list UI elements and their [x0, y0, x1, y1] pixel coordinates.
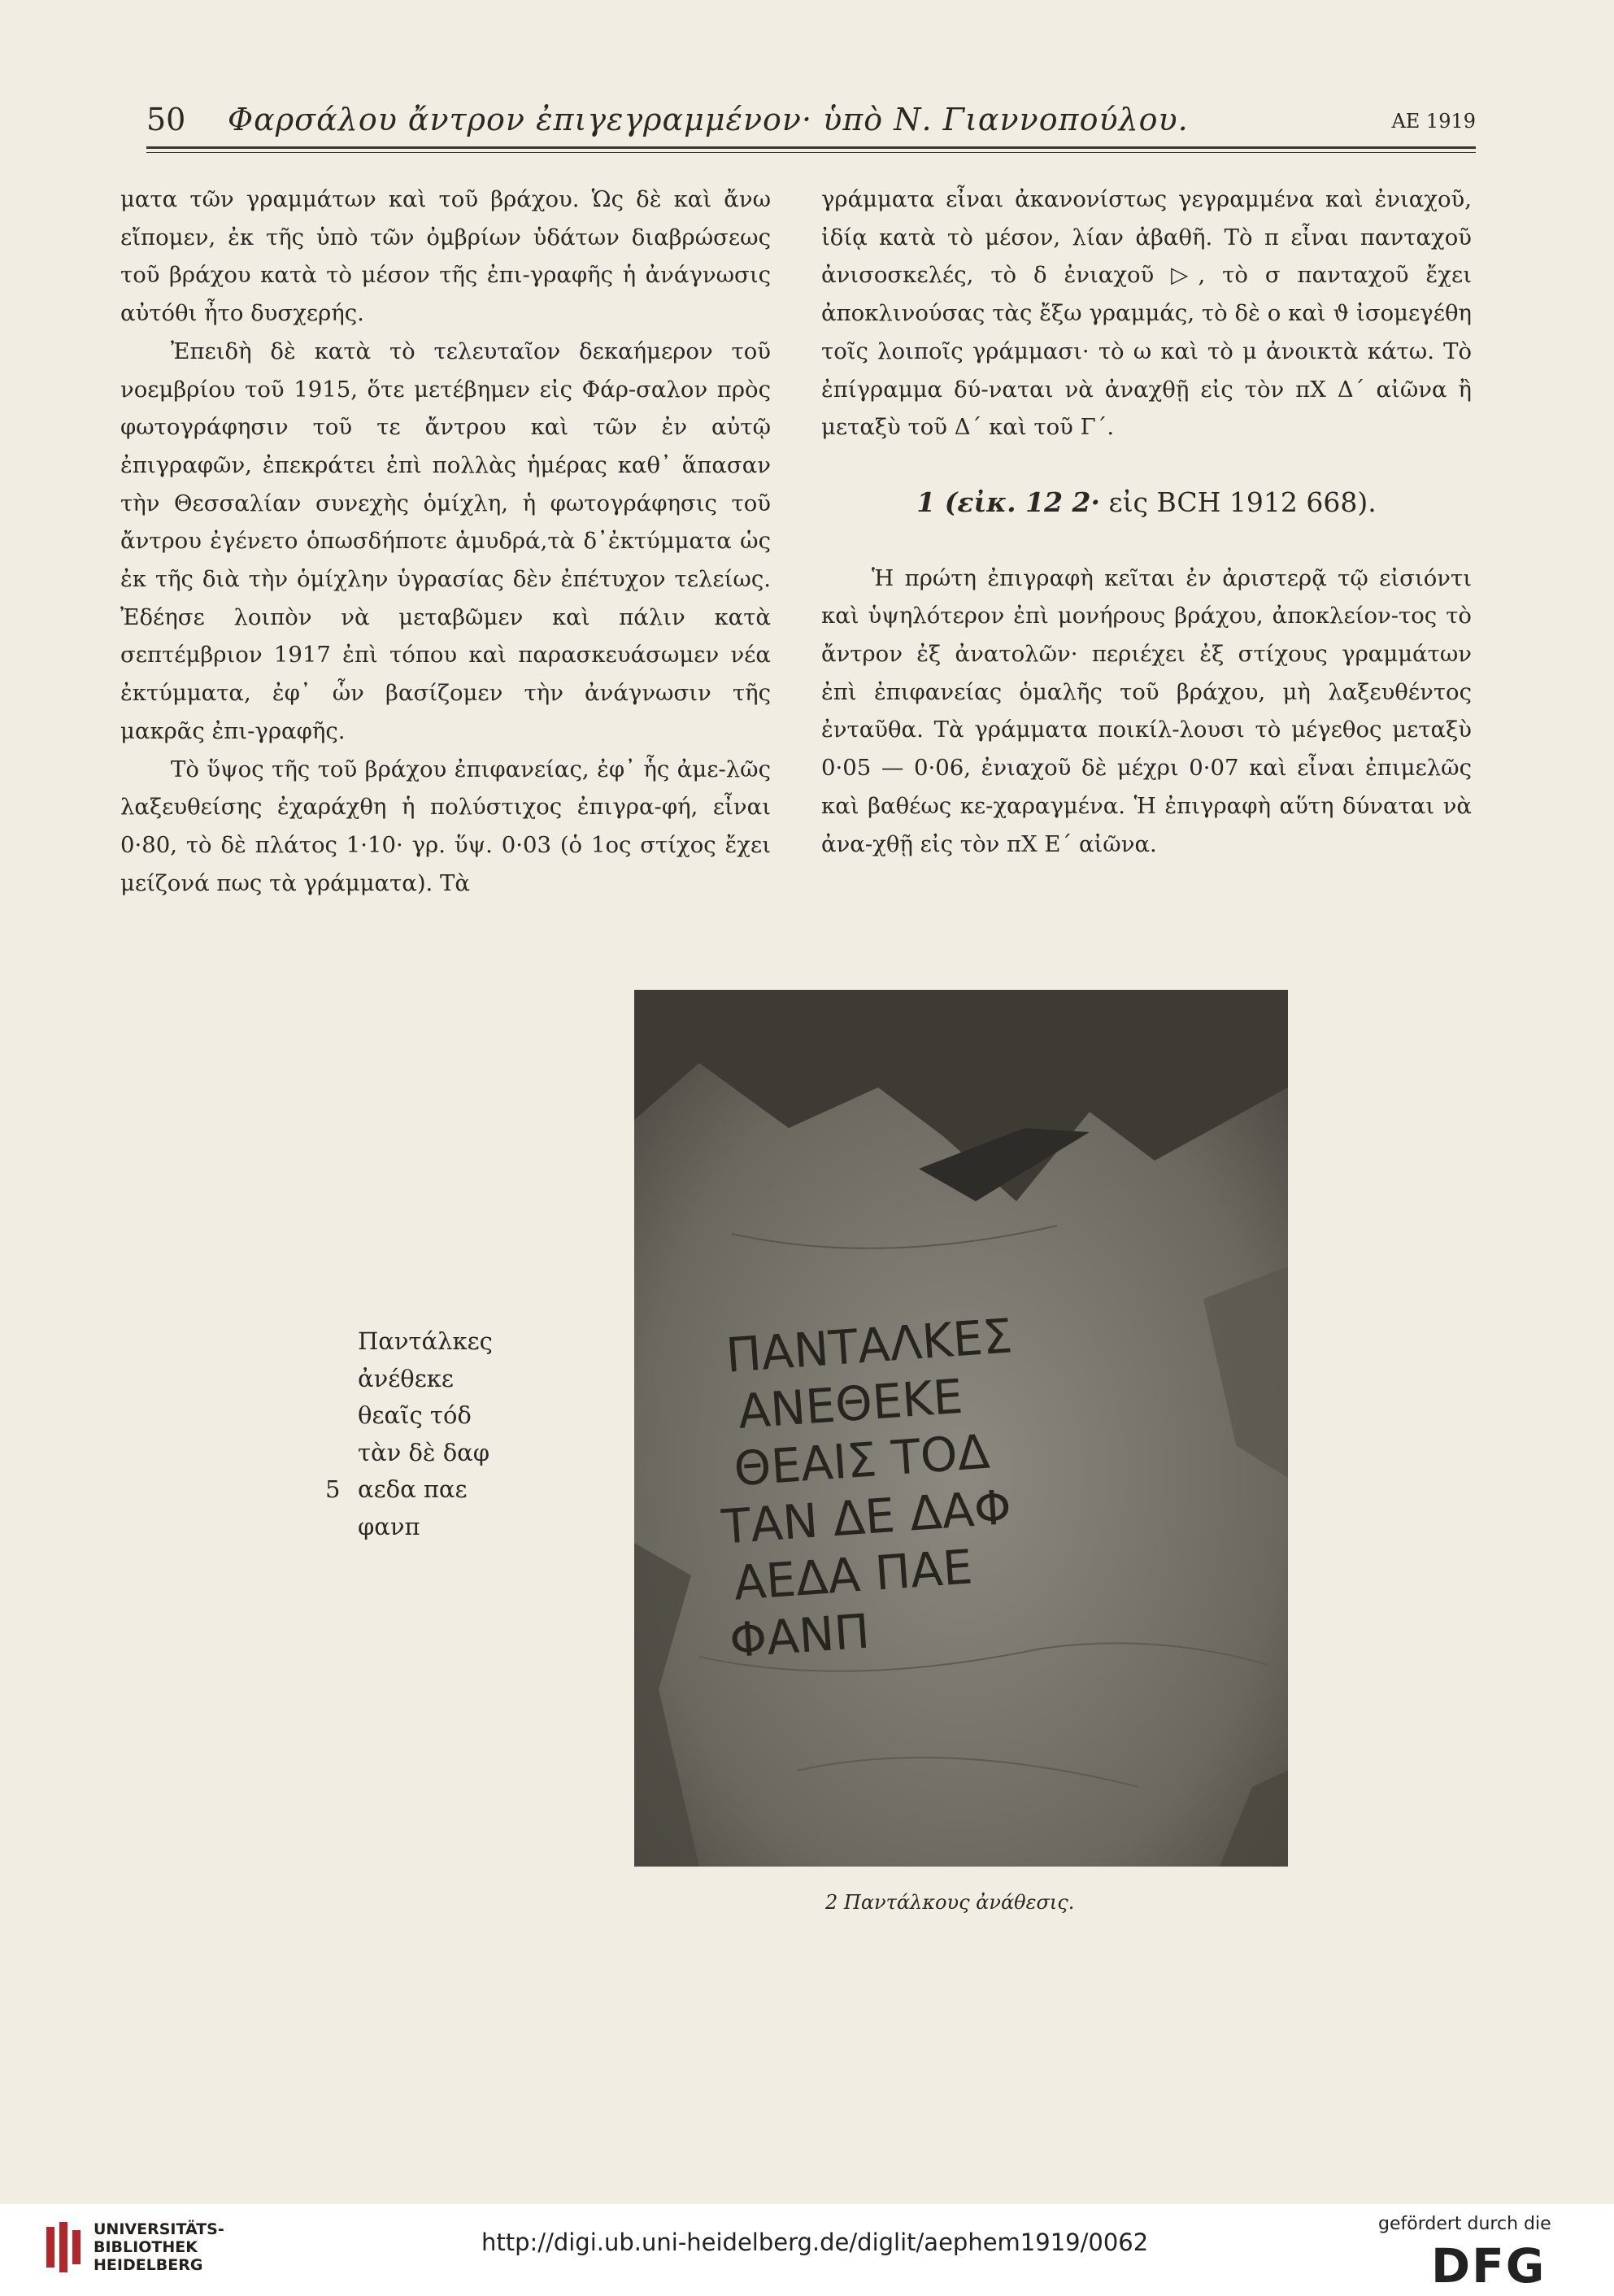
transcription-line: Παντάλκες	[358, 1327, 493, 1355]
journal-reference: ΑΕ 1919	[1391, 110, 1476, 133]
inscription-heading-reference: εἰς BCH 1912 668).	[1108, 486, 1377, 518]
right-paragraph-2: Ἡ πρώτη ἐπιγραφὴ κεῖται ἐν ἀριστερᾷ τῷ εἰσιόντι καὶ ὑψηλότερον ἐπὶ μονήρους βράχου, ἀποκλείον-τος τὸ ἄντρον ἐξ ἀνατολῶν· περιέχει ἐξ στίχους γραμμάτων ἐπὶ ἐπιφανείας ὁμαλῆς τοῦ βράχου, μὴ λαξευθέντος ἐνταῦθα. Τὰ γράμματα ποικίλ-λουσι τὸ μέγεθος μεταξὺ 0·05 — 0·06, ἐνιαχοῦ δὲ μέχρι 0·07 καὶ εἶναι ἐπιμελῶς καὶ βαθέως κε-χαραγμένα. Ἡ ἐπιγραφὴ αὕτη δύναται νὰ ἀνα-χθῇ εἰς τὸν πΧ Ε´ αἰῶνα.	[821, 564, 1472, 857]
transcription-line: 5 αεδα παε	[325, 1471, 493, 1509]
photo-inscription-line: ΠΑΝΤΑΛΚΕΣ	[724, 1308, 1015, 1383]
right-paragraph-1: γράμματα εἶναι ἀκανονίστως γεγραμμένα καὶ ἐνιαχοῦ, ἰδίᾳ κατὰ τὸ μέσον, λίαν ἀβαθῆ. Τὸ π εἶναι πανταχοῦ ἀνισοσκελές, τὸ δ ἐνιαχοῦ ▷, τὸ σ πανταχοῦ ἔχει ἀποκλινούσας τὰς ἔξω γραμμάς, τὸ δὲ ο καὶ ϑ ἰσομεγέθη τοῖς λοιποῖς γράμμασι· τὸ ω καὶ τὸ μ ἀνοικτὰ κάτω. Τὸ ἐπίγραμμα δύ-ναται νὰ ἀναχθῇ εἰς τὸν πΧ Δ´ αἰῶνα ἢ μεταξὺ τοῦ Δ´ καὶ τοῦ Γ´.	[821, 186, 1472, 441]
left-paragraph-2: Ἐπειδὴ δὲ κατὰ τὸ τελευταῖον δεκαήμερον τοῦ νοεμβρίου τοῦ 1915, ὅτε μετέβημεν εἰς Φάρ-σαλον πρὸς φωτογράφησιν τοῦ τε ἄντρου καὶ τῶν ἐν αὐτῷ ἐπιγραφῶν, ἐπεκράτει ἐπὶ πολλὰς ἡμέρας καθ᾽ ἅπασαν τὴν Θεσσαλίαν συνεχὴς ὁμίχλη, ἡ φωτογράφησις τοῦ ἄντρου ἐγένετο ὁπωσδήποτε ἀμυδρά,τὰ δ᾽ἐκτύμματα ὡς ἐκ τῆς διὰ τὴν ὁμίχλην ὑγρασίας δὲν ἐπέτυχον τελείως. Ἐδέησε λοιπὸν νὰ μεταβῶμεν καὶ πάλιν κατὰ σεπτέμβριον 1917 ἐπὶ τόπου καὶ παρασκευάσωμεν νέα ἐκτύμματα, ἐφ᾽ ὧν βασίζομεν τὴν ἀνάγνωσιν τῆς μακρᾶς ἐπι-γραφῆς.	[120, 338, 771, 744]
source-url[interactable]: http://digi.ub.uni-heidelberg.de/diglit/aephem1919/0062	[481, 2228, 1149, 2256]
right-column	[821, 181, 1472, 863]
transcription-line: θεαῖς τόδ	[358, 1401, 472, 1429]
page-number: 50	[146, 102, 186, 137]
running-title: Φαρσάλου ἄντρον ἐπιγεγραμμένον· ὑπὸ Ν. Γιαννοπούλου.	[228, 102, 1189, 137]
header-rule-thick	[146, 146, 1476, 149]
line-number: 5	[325, 1475, 341, 1503]
left-paragraph-1: ματα τῶν γραμμάτων καὶ τοῦ βράχου. Ὡς δὲ καὶ ἄνω εἴπομεν, ἐκ τῆς ὑπὸ τῶν ὀμβρίων ὑδάτων διαβρώσεως τοῦ βράχου κατὰ τὸ μέσον τῆς ἐπι-γραφῆς ἡ ἀνάγνωσις αὐτόθι ἦτο δυσχερής.	[120, 186, 771, 327]
transcription-line: φανπ	[358, 1512, 420, 1540]
digitization-footer	[0, 2204, 1614, 2296]
transcription-line: ἀνέθεκε	[358, 1364, 454, 1392]
left-column	[120, 181, 771, 902]
library-name: UNIVERSITÄTS- BIBLIOTHEK HEIDELBERG	[94, 2220, 224, 2274]
university-library-logo	[45, 2220, 82, 2274]
funding-note: gefördert durch die	[1378, 2214, 1551, 2234]
left-paragraph-3: Τὸ ὕψος τῆς τοῦ βράχου ἐπιφανείας, ἐφ᾽ ἧς ἀμε-λῶς λαξευθείσης ἐχαράχθη ἡ πολύστιχος ἐπιγρα-φή, εἶναι 0·80, τὸ δὲ πλάτος 1·10· γρ. ὕψ. 0·03 (ὁ 1ος στίχος ἔχει μείζονά πως τὰ γράμματα). Τὰ	[120, 756, 771, 896]
inscription-heading-number: 1 (εἰκ. 12 2·	[916, 486, 1100, 518]
transcription-line: τὰν δὲ δαφ	[358, 1438, 490, 1466]
photo-inscription-line: ΑΝΕΘΕΚΕ	[736, 1368, 965, 1440]
photo-inscription-line: ΘΕΑΙΣ ΤΟΔ	[732, 1423, 992, 1497]
photo-inscription-line: ΑΕΔΑ ΠΑΕ	[732, 1539, 975, 1611]
dfg-logo: DFG	[1431, 2238, 1547, 2294]
figure-caption: 2 Παντάλκους ἀνάθεσις.	[825, 1891, 1075, 1914]
header-rule-thin	[146, 152, 1476, 153]
inscription-photograph	[634, 990, 1288, 1867]
inscription-transcription	[325, 1323, 493, 1545]
photo-inscription-line: ΦΑΝΠ	[728, 1603, 872, 1669]
photo-inscription-line: ΤΑΝ ΔΕ ΔΑΦ	[720, 1479, 1013, 1555]
rock-surface-image	[634, 990, 1288, 1867]
running-header	[146, 102, 1476, 144]
inscription-heading	[821, 484, 1472, 522]
